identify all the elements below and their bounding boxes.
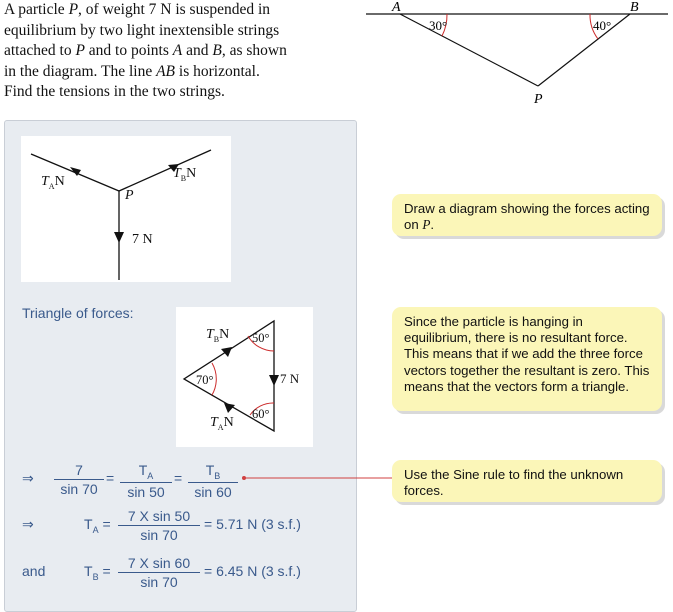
point-a-label: A xyxy=(392,0,401,15)
tb-fraction: 7 X sin 60 sin 70 xyxy=(118,555,200,590)
question-line-5: Find the tensions in the two strings. xyxy=(4,83,225,101)
ta-fraction: 7 X sin 50 sin 70 xyxy=(118,508,200,543)
triangle-card xyxy=(176,307,313,447)
question-line-4: in the diagram. The line AB is horizontal. xyxy=(4,62,260,80)
weight-arrowhead xyxy=(114,232,124,243)
sine-fraction-1: 7 sin 70 xyxy=(54,462,104,497)
point-b-label: B xyxy=(630,0,639,15)
tb-result: = 6.45 N (3 s.f.) xyxy=(204,563,301,579)
sine-fraction-2: $T_A$ sin 50 xyxy=(120,462,172,500)
force-diagram xyxy=(21,136,231,282)
question-line-2: equilibrium by two light inextensible strings xyxy=(4,21,280,39)
question-line-3: attached to P and to points A and B, as shown xyxy=(4,42,287,60)
note-draw-diagram-text: Draw a diagram showing the forces acting on P. xyxy=(404,201,650,233)
ta-lhs: $T_A$ = xyxy=(84,516,111,535)
and-word: and xyxy=(22,563,46,579)
note-draw-diagram xyxy=(392,194,662,236)
tension-b-line xyxy=(119,150,211,191)
ta-label: $T_AN$ xyxy=(41,174,65,191)
suspension-diagram xyxy=(362,0,673,110)
angle-b-label: 40° xyxy=(593,18,612,33)
implies-symbol-1: ⇒ xyxy=(22,470,34,486)
triangle-weight-arrow xyxy=(269,375,279,386)
angle-a-label: 30° xyxy=(429,18,448,33)
tb-lhs: $T_B$ = xyxy=(84,563,111,582)
question-line-1: A particle P, of weight 7 N is suspended in xyxy=(4,1,271,18)
note-equilibrium-text: Since the particle is hanging in equilibrium, there is no resultant force. This means that if we add the three force vectors together the resultant is zero. This means that the vectors form a triangle. xyxy=(404,314,650,394)
angle-left-label: 70° xyxy=(196,373,214,387)
string-a xyxy=(400,14,538,86)
angle-top-label: 50° xyxy=(252,331,270,345)
force-diagram-card xyxy=(21,136,231,282)
triangle-tb-arrow xyxy=(221,347,232,357)
triangle-weight-label: 7 N xyxy=(280,371,300,386)
ta-result: = 5.71 N (3 s.f.) xyxy=(204,516,301,532)
triangle-heading: Triangle of forces: xyxy=(22,305,134,321)
triangle-tb-label: $T_BN$ xyxy=(206,327,230,344)
p-label: P xyxy=(125,188,134,203)
equals-1a: = xyxy=(106,470,115,486)
string-b xyxy=(538,14,630,86)
implies-symbol-2: ⇒ xyxy=(22,516,34,532)
angle-bottom-label: 60° xyxy=(252,407,270,421)
sine-fraction-3: $T_B$ sin 60 xyxy=(188,462,238,500)
connector-line xyxy=(240,474,392,482)
weight-label: 7 N xyxy=(132,232,153,247)
question-text xyxy=(4,0,334,103)
point-p-label: P xyxy=(534,92,543,107)
note-sine-rule-text: Use the Sine rule to find the unknown forces. xyxy=(404,467,624,499)
triangle-ta-label: $T_AN$ xyxy=(210,415,234,432)
note-equilibrium xyxy=(392,307,662,411)
equals-1b: = xyxy=(174,470,183,486)
tb-label: $T_BN$ xyxy=(173,166,197,183)
note-sine-rule xyxy=(392,460,662,502)
